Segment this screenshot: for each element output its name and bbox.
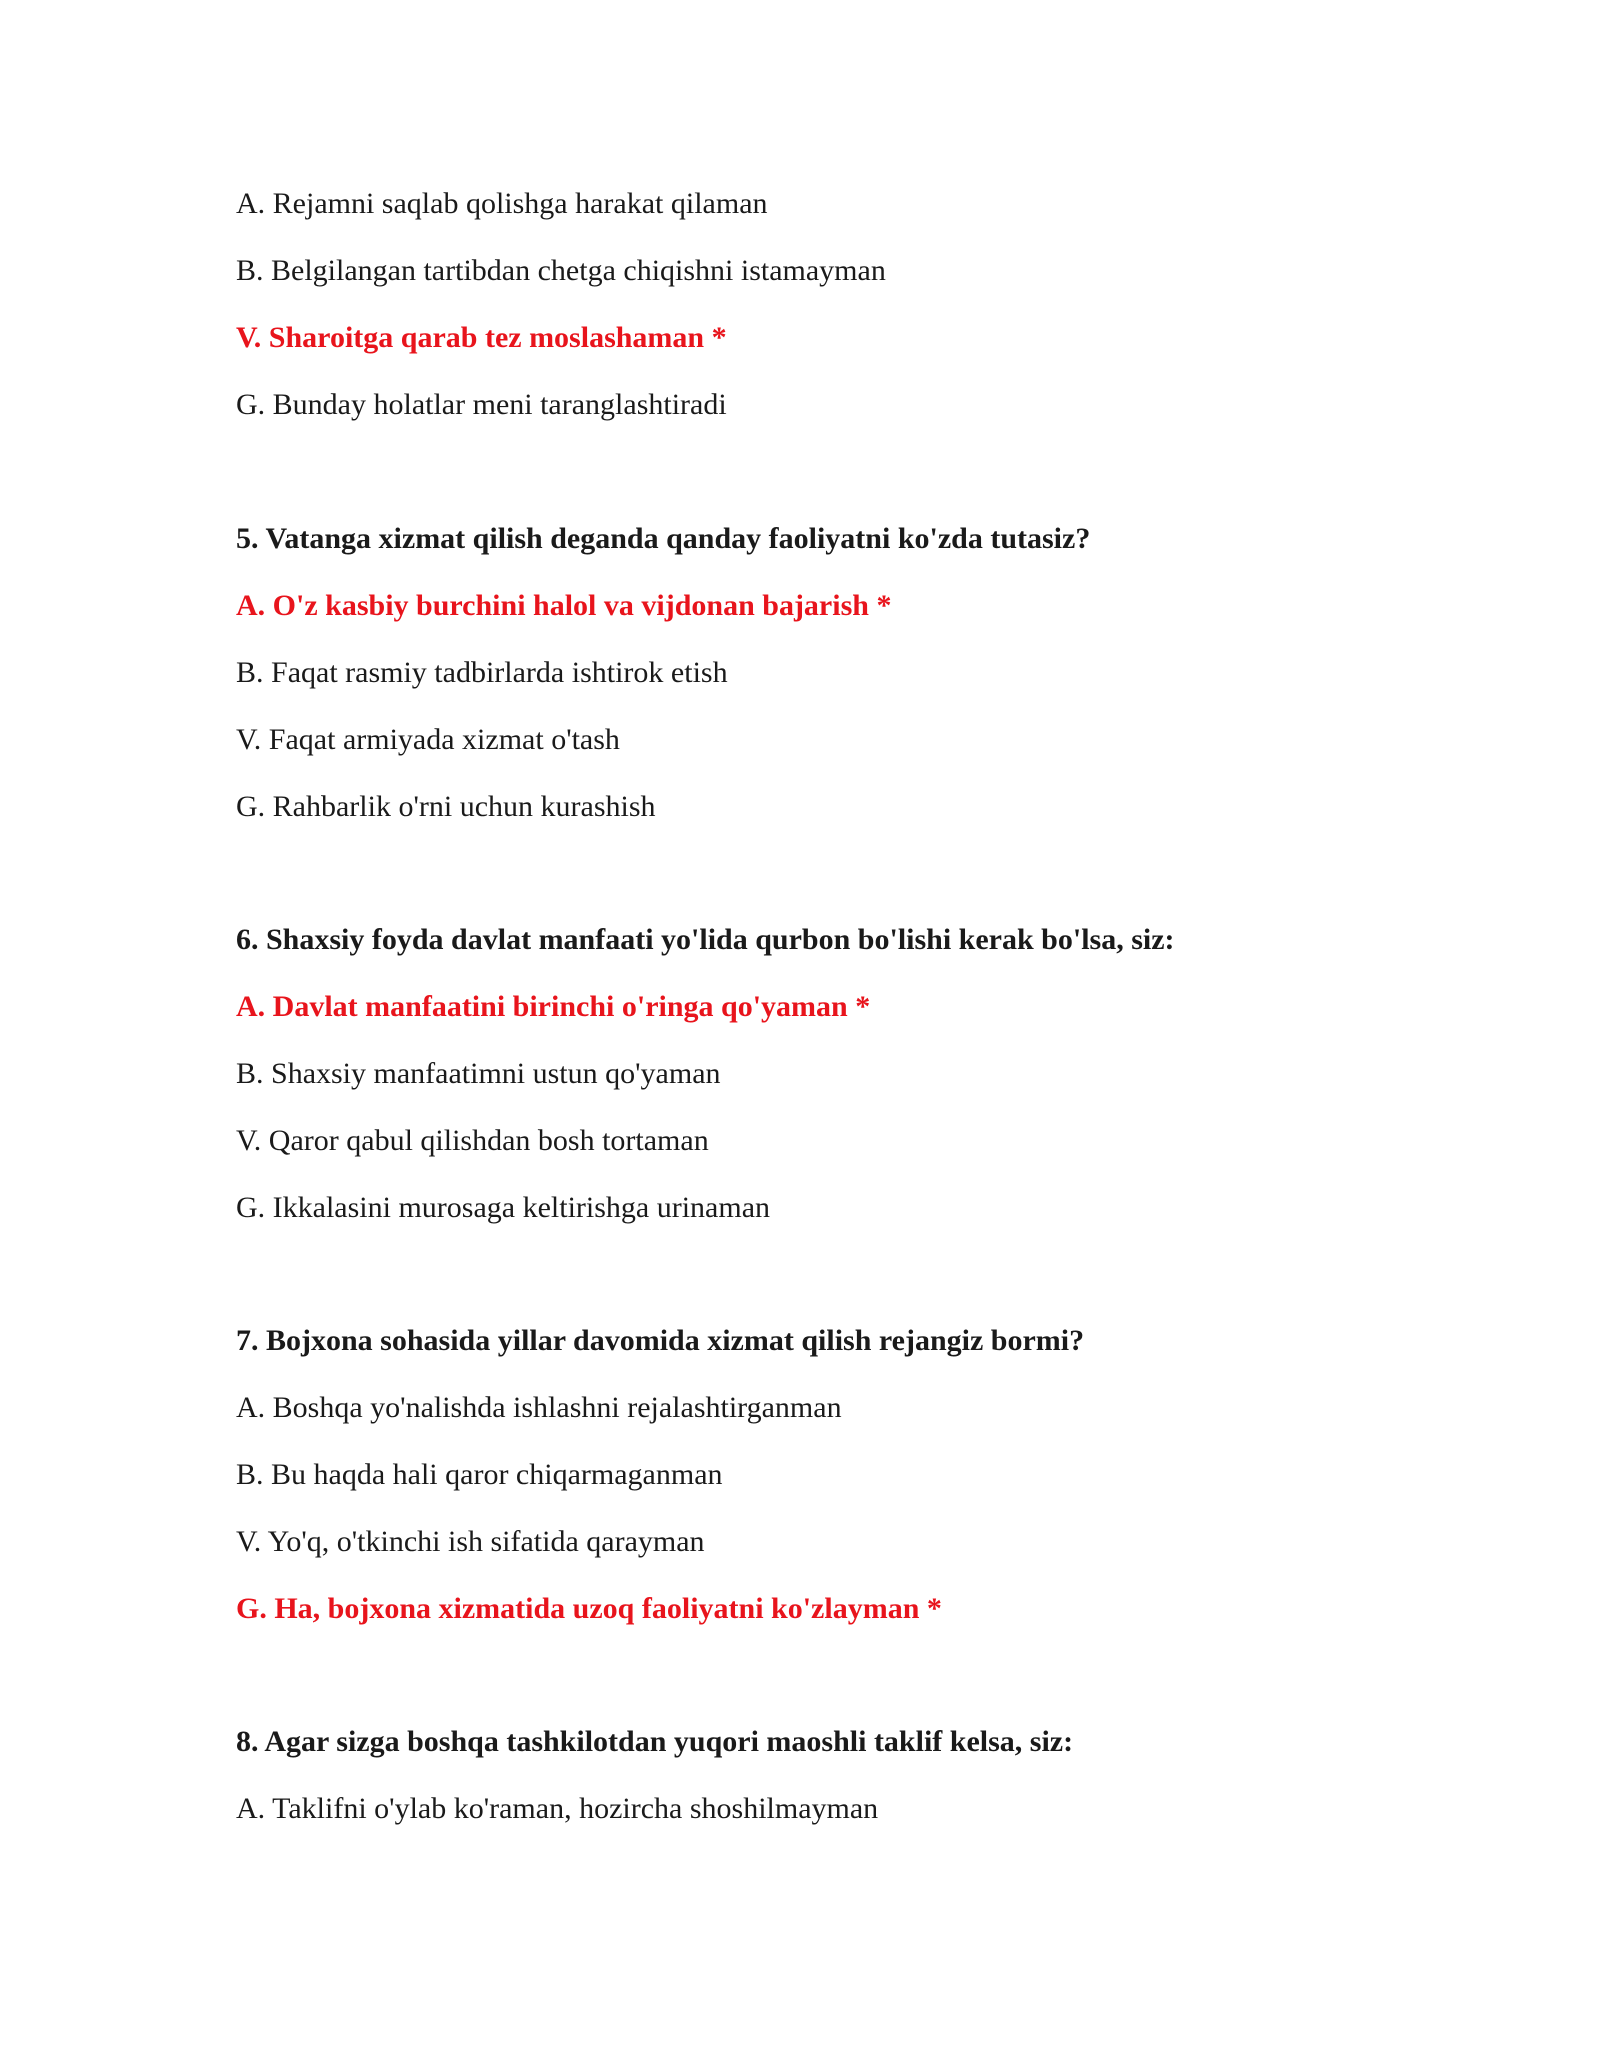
option-g: G. Rahbarlik o'rni uchun kurashish [236,790,656,823]
option-a: A. Taklifni o'ylab ko'raman, hozircha shoshilmayman [236,1792,879,1825]
option-a: A. Rejamni saqlab qolishga harakat qilaman [236,187,768,220]
option-b: B. Shaxsiy manfaatimni ustun qo'yaman [236,1057,721,1090]
question-7: 7. Bojxona sohasida yillar davomida xizmat qilish rejangiz bormi? [236,1324,1085,1357]
option-g: G. Ikkalasini murosaga keltirishga urinaman [236,1191,771,1224]
option-a: A. Boshqa yo'nalishda ishlashni rejalashtirganman [236,1391,842,1424]
option-b: B. Belgilangan tartibdan chetga chiqishni istamayman [236,254,886,287]
option-g: G. Bunday holatlar meni taranglashtiradi [236,388,727,421]
option-g-correct: G. Ha, bojxona xizmatida uzoq faoliyatni ko'zlayman * [236,1592,942,1625]
option-a-correct: A. Davlat manfaatini birinchi o'ringa qo'yaman * [236,990,871,1023]
question-5: 5. Vatanga xizmat qilish deganda qanday faoliyatni ko'zda tutasiz? [236,522,1091,555]
option-v: V. Faqat armiyada xizmat o'tash [236,723,620,756]
question-8: 8. Agar sizga boshqa tashkilotdan yuqori maoshli taklif kelsa, siz: [236,1725,1074,1758]
option-b: B. Faqat rasmiy tadbirlarda ishtirok etish [236,656,728,689]
option-v: V. Yo'q, o'tkinchi ish sifatida qarayman [236,1525,705,1558]
option-b: B. Bu haqda hali qaror chiqarmaganman [236,1458,723,1491]
question-6: 6. Shaxsiy foyda davlat manfaati yo'lida qurbon bo'lishi kerak bo'lsa, siz: [236,923,1175,956]
option-v-correct: V. Sharoitga qarab tez moslashaman * [236,321,727,354]
option-a-correct: A. O'z kasbiy burchini halol va vijdonan bajarish * [236,589,892,622]
option-v: V. Qaror qabul qilishdan bosh tortaman [236,1124,709,1157]
